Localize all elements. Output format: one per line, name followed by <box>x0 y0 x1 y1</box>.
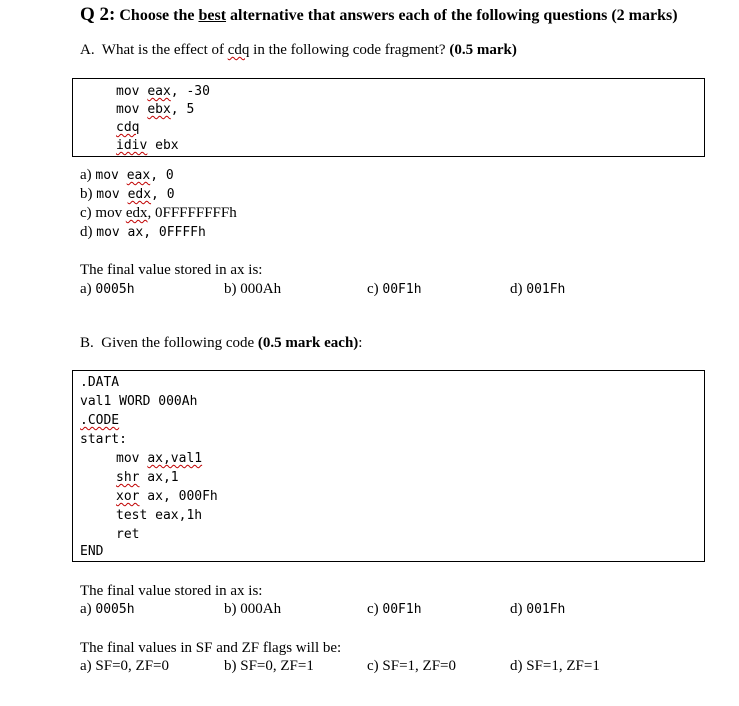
option-c[interactable]: c) mov edx, 0FFFFFFFFh <box>80 205 237 221</box>
code-line: mov ebx, 5 <box>116 102 195 117</box>
flags-option-c[interactable]: c) SF=1, ZF=0 <box>367 658 457 674</box>
part-a-prompt: A. What is the effect of cdq in the following code fragment? (0.5 mark) <box>80 42 517 58</box>
code-line: cdq <box>116 120 140 135</box>
part-b-prompt: B. Given the following code (0.5 mark each): <box>80 335 363 351</box>
final-ax-option-d[interactable]: d) 001Fh <box>510 601 566 617</box>
code-line: test eax,1h <box>116 508 203 523</box>
part-a-code-box <box>72 78 705 157</box>
question-number: Q 2: <box>80 4 116 25</box>
code-line: val1 WORD 000Ah <box>80 394 198 409</box>
code-line: .DATA <box>80 375 120 390</box>
flags-option-a[interactable]: a) SF=0, ZF=0 <box>80 658 170 674</box>
final-option-b[interactable]: b) 000Ah <box>224 281 282 297</box>
code-line: shr ax,1 <box>116 470 179 485</box>
option-d[interactable]: d) mov ax, 0FFFFh <box>80 224 206 240</box>
final-option-d[interactable]: d) 001Fh <box>510 281 566 297</box>
code-line: .CODE <box>80 413 120 428</box>
final-ax-option-b[interactable]: b) 000Ah <box>224 601 282 617</box>
part-a-marks: (0.5 mark) <box>449 42 517 58</box>
final-ax-option-c[interactable]: c) 00F1h <box>367 601 422 617</box>
code-line: ret <box>116 527 140 542</box>
question-title <box>80 4 678 26</box>
cdq-keyword: cdq <box>227 42 250 58</box>
final-ax-option-a[interactable]: a) 0005h <box>80 601 135 617</box>
title-post: alternative that answers each of the following questions (2 marks) <box>226 7 678 24</box>
part-b-code-box <box>72 370 705 562</box>
code-line: mov eax, -30 <box>116 84 210 99</box>
part-b-flags-label: The final values in SF and ZF flags will be: <box>80 640 342 656</box>
part-b-marks: (0.5 mark each) <box>257 335 359 351</box>
code-line: END <box>80 544 104 559</box>
code-line: xor ax, 000Fh <box>116 489 218 504</box>
part-b-final-ax-label: The final value stored in ax is: <box>80 583 263 599</box>
final-option-a[interactable]: a) 0005h <box>80 281 135 297</box>
flags-option-b[interactable]: b) SF=0, ZF=1 <box>224 658 314 674</box>
code-line: start: <box>80 432 127 447</box>
option-a[interactable]: a) mov eax, 0 <box>80 167 174 183</box>
title-emphasis: best <box>198 7 227 24</box>
title-pre: Choose the <box>119 7 199 24</box>
flags-option-d[interactable]: d) SF=1, ZF=1 <box>510 658 600 674</box>
code-line: idiv ebx <box>116 138 179 153</box>
part-a-final-label: The final value stored in ax is: <box>80 262 263 278</box>
option-b[interactable]: b) mov edx, 0 <box>80 186 175 202</box>
final-option-c[interactable]: c) 00F1h <box>367 281 422 297</box>
code-line: mov ax,val1 <box>116 451 203 466</box>
